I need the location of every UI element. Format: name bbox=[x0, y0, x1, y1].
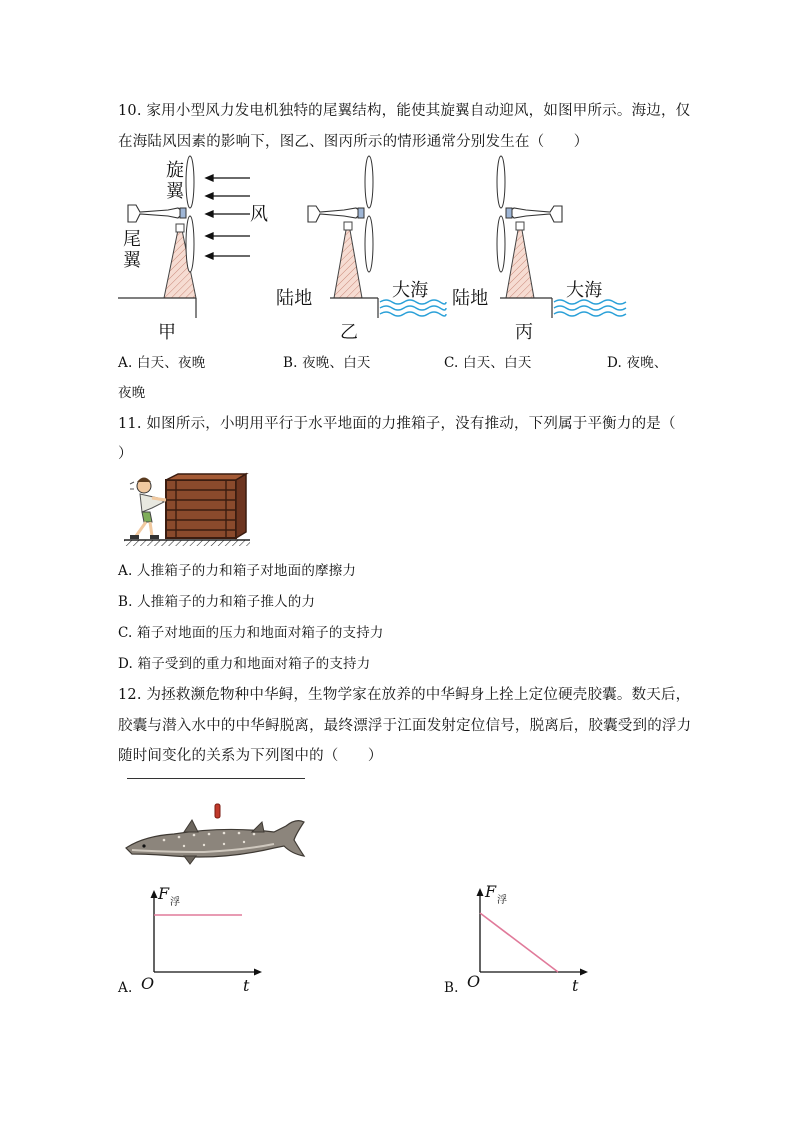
caption-yi: 乙 bbox=[340, 322, 359, 343]
q10-option-a: A. 白天、夜晚 bbox=[118, 355, 206, 371]
q11-stem-line2: ） bbox=[118, 446, 133, 462]
q10-option-c: C. 白天、白天 bbox=[444, 355, 532, 371]
graph-b-y-sub: 浮 bbox=[497, 895, 508, 906]
graph-a-x-axis: t bbox=[243, 976, 250, 995]
label-tail-1: 尾 bbox=[123, 229, 142, 250]
graph-a-label: A. bbox=[118, 980, 133, 996]
label-tail-2: 翼 bbox=[123, 250, 142, 271]
q11-option-a: A. 人推箱子的力和箱子对地面的摩擦力 bbox=[118, 563, 357, 579]
q10-option-d: D. 夜晚、 bbox=[607, 355, 668, 371]
q12-stem-line3: 随时间变化的关系为下列图中的（ ） bbox=[118, 748, 383, 764]
figure-boy-pushing-box bbox=[122, 472, 252, 550]
figure-sturgeon-with-capsule bbox=[124, 804, 308, 868]
q10-stem-line2: 在海陆风因素的影响下，图乙、图丙所示的情形通常分别发生在（ ） bbox=[118, 134, 589, 150]
q10-option-d-cont: 夜晚 bbox=[118, 385, 146, 401]
label-land-bing: 陆地 bbox=[452, 288, 489, 309]
q11-option-b: B. 人推箱子的力和箱子推人的力 bbox=[118, 594, 316, 610]
caption-jia: 甲 bbox=[158, 322, 177, 343]
figure-bing-wind-turbine bbox=[470, 160, 630, 325]
divider-line bbox=[127, 778, 305, 779]
label-sea-bing: 大海 bbox=[566, 280, 603, 301]
graph-b-y-axis: F bbox=[485, 882, 497, 901]
graph-b-label: B. bbox=[444, 980, 459, 996]
label-wind: 风 bbox=[250, 204, 269, 225]
q11-stem-line1: 11. 如图所示，小明用平行于水平地面的力推箱子，没有推动，下列属于平衡力的是（ bbox=[118, 416, 676, 432]
graph-a-origin: O bbox=[141, 974, 155, 993]
graph-b-x-axis: t bbox=[572, 976, 579, 995]
graph-b-origin: O bbox=[467, 972, 481, 991]
q11-option-c: C. 箱子对地面的压力和地面对箱子的支持力 bbox=[118, 625, 384, 641]
q10-stem-line1: 10. 家用小型风力发电机独特的尾翼结构，能使其旋翼自动迎风，如图甲所示。海边，仅 bbox=[118, 103, 691, 119]
q12-stem-line1: 12. 为拯救濒危物种中华鲟，生物学家在放养的中华鲟身上拴上定位硬壳胶囊。数天后， bbox=[118, 687, 691, 703]
label-rotor-1: 旋 bbox=[166, 160, 185, 181]
label-sea-yi: 大海 bbox=[392, 280, 429, 301]
label-rotor-2: 翼 bbox=[166, 181, 185, 202]
q12-stem-line2: 胶囊与潜入水中的中华鲟脱离，最终漂浮于江面发射定位信号，脱离后，胶囊受到的浮力 bbox=[118, 718, 692, 734]
q10-option-b: B. 夜晚、白天 bbox=[283, 355, 371, 371]
graph-a-y-axis: F bbox=[158, 884, 170, 903]
caption-bing: 丙 bbox=[515, 322, 534, 343]
graph-a-y-sub: 浮 bbox=[170, 897, 181, 908]
graph-b-decreasing bbox=[464, 880, 594, 990]
label-land-yi: 陆地 bbox=[276, 288, 313, 309]
q11-option-d: D. 箱子受到的重力和地面对箱子的支持力 bbox=[118, 656, 371, 672]
